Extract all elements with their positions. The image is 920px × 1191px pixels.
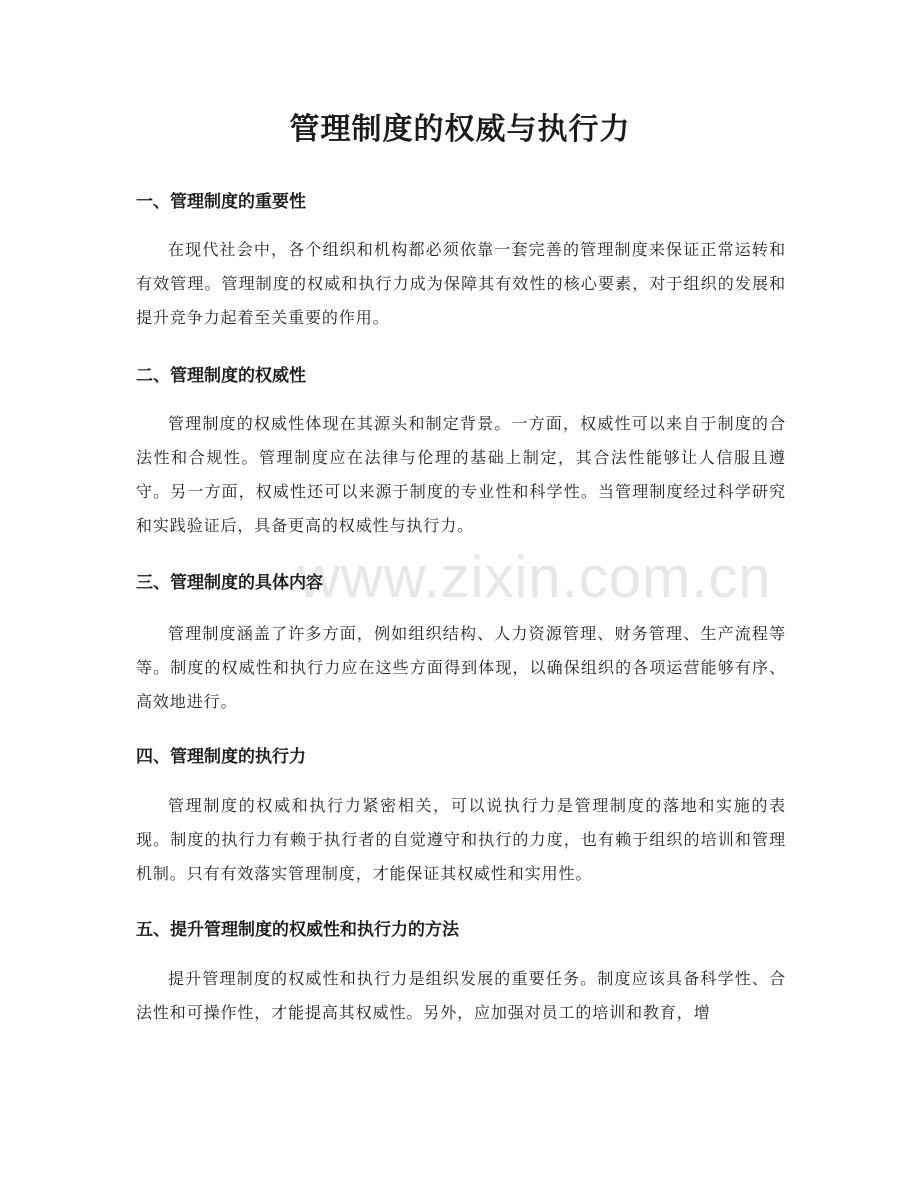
section-paragraph-2: 管理制度的权威性体现在其源头和制定背景。一方面，权威性可以来自于制度的合法性和合规性。管理制度应在法律与伦理的基础上制定，其合法性能够让人信服且遵守。另一方面，权威性还可以来源于制度的专业性和科学性。当管理制度经过科学研究和实践验证后，具备更高的权威性与执行力。 <box>136 414 786 535</box>
section-heading-2: 二、管理制度的权威性 <box>136 366 306 386</box>
page-title: 管理制度的权威与执行力 <box>289 112 631 147</box>
section-paragraph-1: 在现代社会中，各个组织和机构都必须依靠一套完善的管理制度来保证正常运转和有效管理。管理制度的权威和执行力成为保障其有效性的核心要素，对于组织的发展和提升竞争力起着至关重要的作用。 <box>136 240 786 327</box>
section-paragraph-5: 提升管理制度的权威性和执行力是组织发展的重要任务。制度应该具备科学性、合法性和可操作性，才能提高其权威性。另外，应加强对员工的培训和教育，增 <box>136 969 786 1022</box>
section-heading-4: 四、管理制度的执行力 <box>136 747 306 767</box>
section-heading-1: 一、管理制度的重要性 <box>136 192 306 212</box>
section-paragraph-3: 管理制度涵盖了许多方面，例如组织结构、人力资源管理、财务管理、生产流程等等。制度的权威性和执行力应在这些方面得到体现，以确保组织的各项运营能够有序、高效地进行。 <box>136 624 786 711</box>
watermark: www.zixin.com.cn <box>298 545 772 610</box>
section-heading-3: 三、管理制度的具体内容 <box>136 573 323 593</box>
section-paragraph-4: 管理制度的权威和执行力紧密相关，可以说执行力是管理制度的落地和实施的表现。制度的执行力有赖于执行者的自觉遵守和执行的力度，也有赖于组织的培训和管理机制。只有有效落实管理制度，才能保证其权威性和实用性。 <box>136 796 786 883</box>
section-heading-5: 五、提升管理制度的权威性和执行力的方法 <box>136 920 459 940</box>
